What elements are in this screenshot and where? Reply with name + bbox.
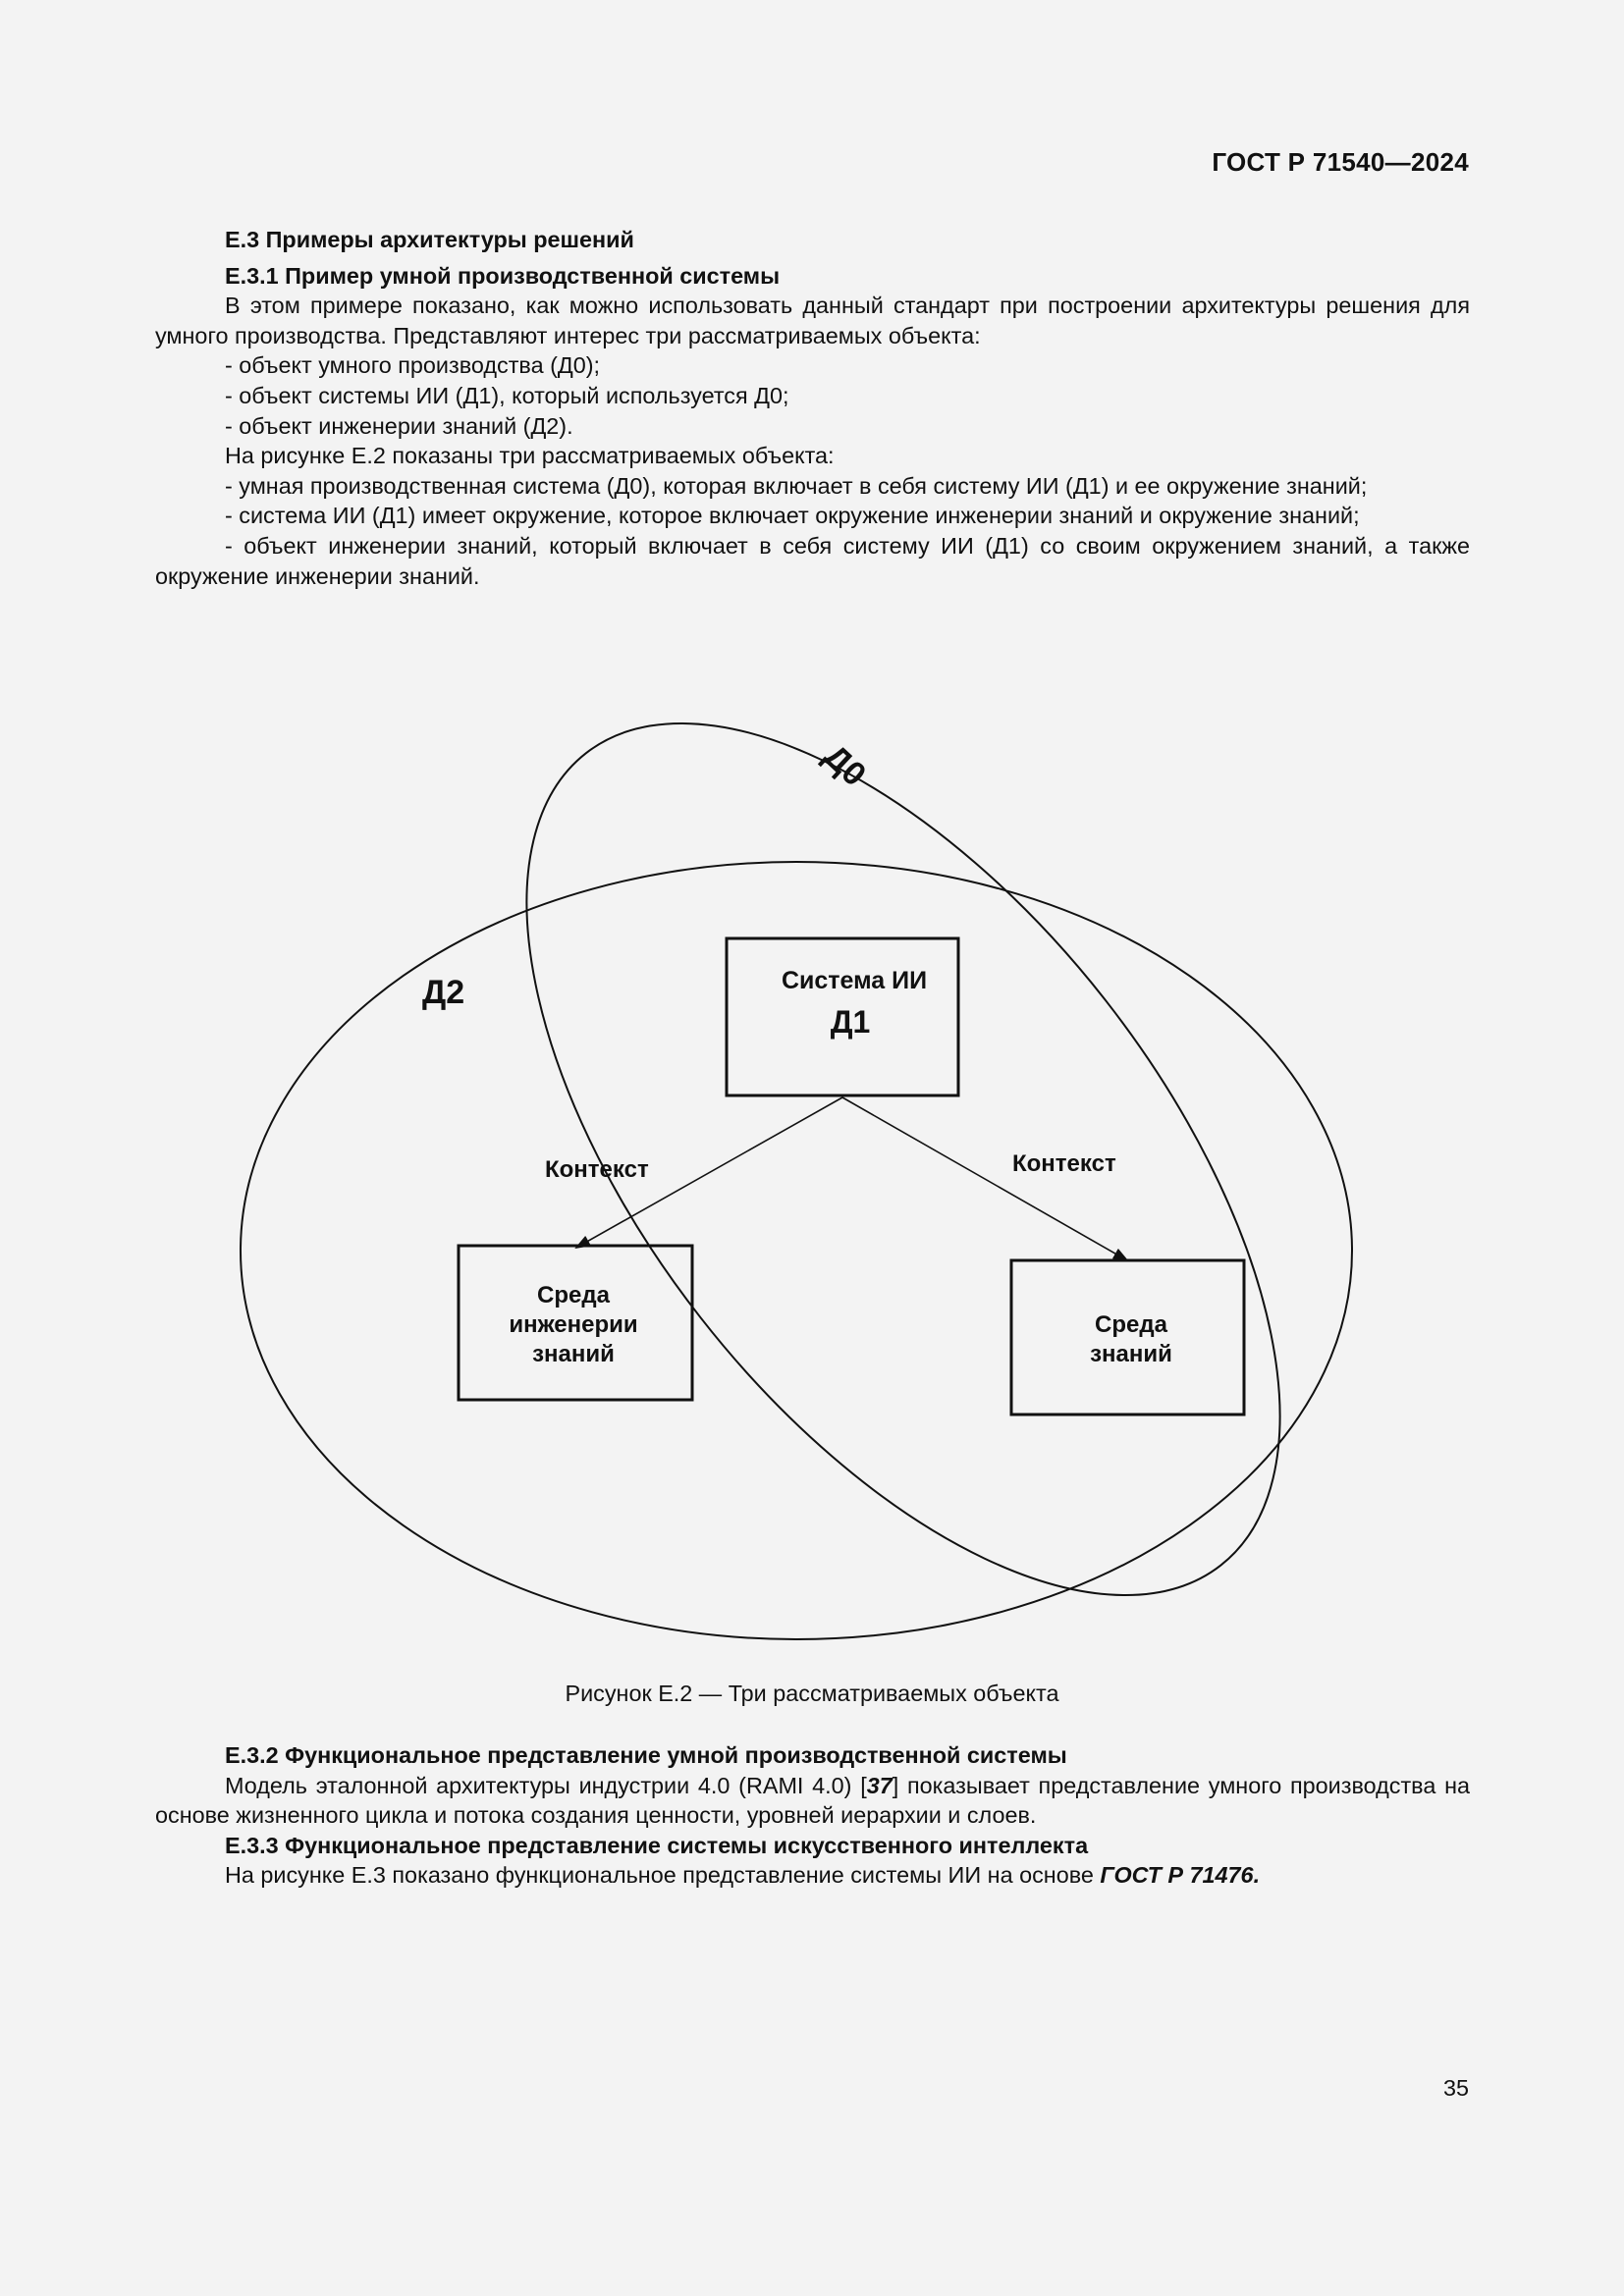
section-e32-e33 [155,1740,1470,1891]
paragraph-rami [155,1771,1470,1831]
list-item-figure: - система ИИ (Д1) имеет окружение, которое включает окружение инженерии знаний и окружение знаний; [225,503,1360,529]
figure-e2-diagram [0,618,1624,1659]
list-item-object: - объект умного производства (Д0); [225,352,601,379]
paragraph-functional-text: На рисунке Е.3 показано функциональное представление системы ИИ на основе [225,1862,1101,1889]
list-item-object: - объект инженерии знаний (Д2). [225,412,573,439]
box-ke-label: знаний [532,1341,615,1367]
figure-e2 [0,618,1624,1659]
paragraph-figure-intro: На рисунке Е.2 показаны три рассматриваемых объекта: [225,443,835,469]
box-ke-label: Среда [537,1282,610,1308]
subsection-title-e31: Е.3.1 Пример умной производственной системы [225,262,781,289]
label-d0: Д0 [816,737,874,794]
figure-caption: Рисунок Е.2 — Три рассматриваемых объекта [565,1681,1059,1706]
box-k-label: Среда [1095,1311,1167,1338]
label-d2: Д2 [422,974,465,1011]
ellipse-d0 [383,618,1423,1659]
list-item-figure: - умная производственная система (Д0), которая включает в себя систему ИИ (Д1) и ее окружение знаний; [225,472,1368,499]
box-ai-system-id: Д1 [830,1004,871,1040]
context-label-right: Контекст [1012,1150,1116,1177]
list-item-figure: - объект инженерии знаний, который включает в себя систему ИИ (Д1) со своим окружением знаний, а также окружение инженерии знаний. [155,532,1470,589]
paragraph-functional [155,1860,1470,1891]
subsection-title-e33: Е.3.3 Функциональное представление системы искусственного интеллекта [225,1832,1089,1858]
box-k-label: знаний [1090,1341,1172,1367]
subsection-title-e32: Е.3.2 Функциональное представление умной производственной системы [225,1742,1067,1768]
standard-reference[interactable]: ГОСТ Р 71476. [1100,1862,1261,1889]
document-code: ГОСТ Р 71540—2024 [1212,147,1469,177]
paragraph-intro: В этом примере показано, как можно использовать данный стандарт при построении архитектуры решения для умного производства. Представляют интерес три рассматриваемых объекта: [155,293,1470,348]
page-number: 35 [1442,2075,1469,2101]
paragraph-rami-text: ] показывает представление умного производства на основе жизненного цикла и потока создания ценности, уровней иерархии и слоев. [155,1772,1471,1829]
paragraph-rami-text: Модель эталонной архитектуры индустрии 4.0 (RAMI 4.0) [ [225,1772,867,1798]
section-e3 [155,225,1470,591]
list-item-object: - объект системы ИИ (Д1), который используется Д0; [225,382,789,408]
section-title: Е.3 Примеры архитектуры решений [225,227,634,252]
box-ke-label: инженерии [509,1311,638,1338]
context-label-left: Контекст [545,1156,649,1183]
arrow-context-right [842,1097,1127,1260]
box-ai-system-label: Система ИИ [781,967,928,994]
reference-link[interactable]: 37 [866,1772,893,1798]
